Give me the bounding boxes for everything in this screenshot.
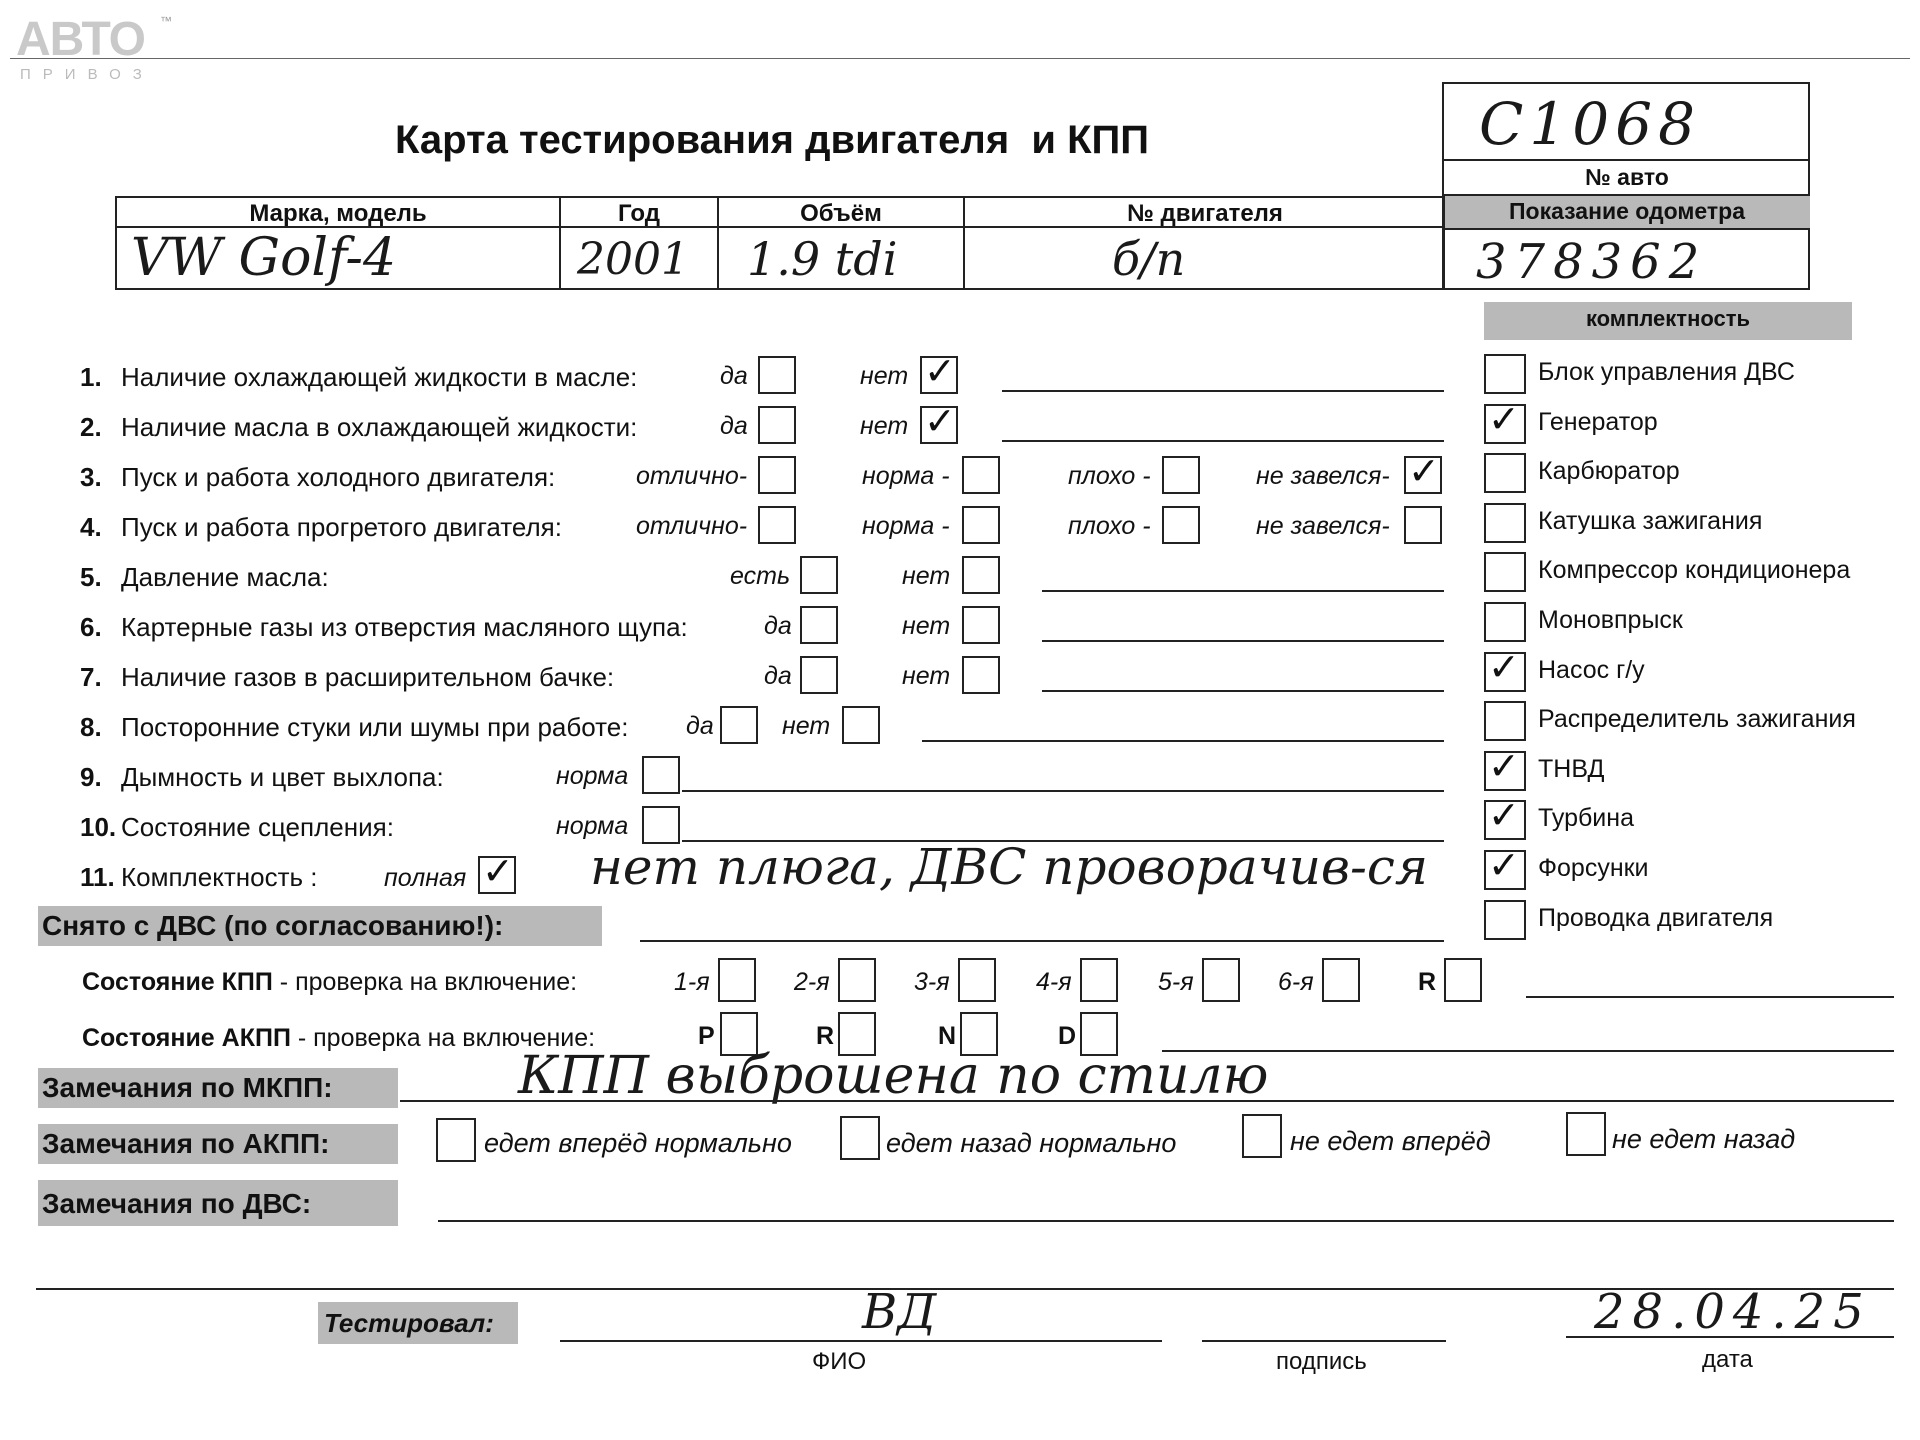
item7-net-label: нет	[902, 662, 951, 690]
equipment-label: Распределитель зажигания	[1538, 705, 1856, 734]
remarks-mkpp-label: Замечания по МКПП:	[42, 1072, 333, 1103]
equipment-label: Турбина	[1538, 804, 1634, 833]
equipment-label: Блок управления ДВС	[1538, 358, 1795, 386]
equipment-label: Катушка зажигания	[1538, 506, 1763, 535]
item3-ploho-label: плохо -	[1068, 462, 1151, 490]
col-header-engine-no: № двигателя	[1127, 200, 1283, 227]
item2-da-label: да	[720, 412, 748, 440]
item-number: 9.	[80, 762, 102, 792]
mkpp-check-rest: - проверка на включение:	[272, 968, 578, 996]
item1-da-checkbox[interactable]	[758, 356, 796, 394]
mkpp-gear-checkbox[interactable]	[1202, 958, 1240, 1002]
fio-line	[560, 1340, 1162, 1342]
item9-norma-label: норма	[556, 762, 629, 790]
item9-norma-checkbox[interactable]	[642, 756, 680, 794]
item2-net-checkbox[interactable]	[920, 399, 958, 444]
akpp-no-backward-checkbox[interactable]	[1566, 1112, 1606, 1156]
mkpp-gear-checkbox[interactable]	[718, 958, 756, 1002]
item7-note-line	[1042, 690, 1444, 692]
item1-da-label: да	[720, 362, 748, 390]
item4-ploho-checkbox[interactable]	[1162, 506, 1200, 544]
item-label: Пуск и работа прогретого двигателя:	[121, 512, 562, 542]
equipment-checkbox[interactable]	[1484, 644, 1526, 692]
akpp-no-forward-checkbox[interactable]	[1242, 1114, 1282, 1158]
col-header-model: Марка, модель	[249, 200, 427, 227]
item5-est-checkbox[interactable]	[800, 556, 838, 594]
value-volume: 1.9 tdi	[747, 232, 898, 286]
equipment-label: Генератор	[1538, 407, 1658, 436]
akpp-gear-label: P	[698, 1022, 715, 1050]
mkpp-gear-label: 5-я	[1158, 968, 1194, 996]
check-mark-icon: ✓	[924, 349, 956, 393]
item9-note-line	[682, 790, 1444, 792]
odometer-value: 378362	[1476, 234, 1708, 290]
item4-ne-zavelsya-label: не завелся-	[1256, 512, 1390, 540]
car-number-box	[1442, 82, 1810, 290]
value-engine-no: б/п	[1112, 232, 1186, 286]
equipment-label: Проводка двигателя	[1538, 903, 1774, 932]
mkpp-gear-label: R	[1418, 968, 1437, 996]
item6-da-label: да	[764, 612, 792, 640]
page-title: Карта тестирования двигателя и КПП	[395, 118, 1150, 162]
equipment-checkbox[interactable]	[1484, 503, 1526, 543]
check-mark-icon: ✓	[1488, 843, 1520, 887]
item-number: 11.	[80, 862, 115, 892]
mkpp-gear-checkbox[interactable]	[1444, 958, 1482, 1002]
value-model: VW Golf-4	[131, 228, 397, 288]
top-rule	[10, 58, 1910, 59]
item6-net-checkbox[interactable]	[962, 606, 1000, 644]
akpp-backward-ok-checkbox[interactable]	[840, 1116, 880, 1160]
mkpp-gear-checkbox[interactable]	[1322, 958, 1360, 1002]
item-number: 1.	[80, 362, 102, 392]
mkpp-gear-label: 6-я	[1278, 968, 1314, 996]
item5-net-checkbox[interactable]	[962, 556, 1000, 594]
check-mark-icon: ✓	[482, 849, 514, 893]
equipment-label: Насос г/у	[1538, 655, 1645, 684]
equipment-label: Форсунки	[1538, 854, 1649, 882]
remarks-akpp-label: Замечания по АКПП:	[42, 1128, 330, 1159]
mkpp-gear-label: 3-я	[914, 968, 950, 996]
equipment-label: Моновпрыск	[1538, 606, 1683, 634]
item6-da-checkbox[interactable]	[800, 606, 838, 644]
equipment-label: ТНВД	[1538, 754, 1605, 783]
value-year: 2001	[577, 234, 689, 285]
mkpp-check-label	[82, 968, 577, 997]
item3-norma-label: норма -	[862, 462, 950, 490]
remarks-dvs-label: Замечания по ДВС:	[42, 1188, 312, 1219]
item-label: Комплектность :	[121, 862, 318, 892]
equipment-label: Карбюратор	[1538, 457, 1680, 486]
item7-da-label: да	[764, 662, 792, 690]
item-label: Наличие газов в расширительном бачке:	[121, 662, 615, 692]
akpp-check-rest: - проверка на включение:	[290, 1024, 596, 1052]
check-mark-icon: ✓	[1488, 644, 1520, 689]
item-label: Пуск и работа холодного двигателя:	[121, 462, 556, 492]
item-number: 5.	[80, 562, 102, 592]
item-number: 7.	[80, 662, 102, 692]
item4-norma-checkbox[interactable]	[962, 506, 1000, 544]
signature-line	[1202, 1340, 1446, 1342]
mkpp-gear-checkbox[interactable]	[1080, 958, 1118, 1002]
mkpp-check-bold: Состояние КПП	[82, 968, 273, 996]
item3-norma-checkbox[interactable]	[962, 456, 1000, 494]
item-label: Давление масла:	[121, 562, 329, 592]
equipment-checkbox[interactable]	[1484, 900, 1526, 940]
item8-da-checkbox[interactable]	[720, 706, 758, 744]
col-header-year: Год	[618, 200, 660, 227]
equipment-heading: комплектность	[1585, 306, 1751, 331]
item-number: 6.	[80, 612, 102, 642]
item6-net-label: нет	[902, 612, 951, 640]
mkpp-gear-label: 2-я	[794, 968, 830, 996]
item10-norma-label: норма	[556, 812, 629, 840]
item4-ploho-label: плохо -	[1068, 512, 1151, 540]
item8-net-label: нет	[782, 712, 831, 740]
item3-otlichno-checkbox[interactable]	[758, 456, 796, 494]
car-number-rule	[1444, 159, 1810, 161]
item11-note: нет плюга, ДВС проворачив-ся	[590, 838, 1429, 896]
item-label: Дымность и цвет выхлопа:	[121, 762, 444, 792]
equipment-label: Компрессор кондиционера	[1538, 556, 1851, 585]
item3-ne-zavelsya-checkbox[interactable]	[1404, 449, 1442, 494]
item-label: Посторонние стуки или шумы при работе:	[121, 712, 629, 742]
item6-note-line	[1042, 640, 1444, 642]
equipment-checkbox[interactable]	[1484, 552, 1526, 592]
equipment-checkbox[interactable]	[1484, 701, 1526, 741]
item4-norma-label: норма -	[862, 512, 950, 540]
item-label: Картерные газы из отверстия масляного щупа:	[121, 612, 688, 642]
item7-da-checkbox[interactable]	[800, 656, 838, 694]
equipment-checkbox[interactable]	[1484, 354, 1526, 394]
item3-ploho-checkbox[interactable]	[1162, 456, 1200, 494]
item3-ne-zavelsya-label: не завелся-	[1256, 462, 1390, 490]
vehicle-table	[115, 196, 1445, 290]
item11-polnaya-checkbox[interactable]	[478, 849, 516, 894]
item-number: 10.	[80, 812, 117, 842]
item5-est-label: есть	[730, 562, 791, 590]
check-mark-icon: ✓	[1488, 793, 1520, 838]
car-number-value: C1068	[1479, 90, 1701, 158]
mkpp-gear-checkbox[interactable]	[958, 958, 996, 1002]
check-mark-icon: ✓	[1488, 743, 1520, 788]
akpp-check-bold: Состояние АКПП	[82, 1024, 291, 1052]
akpp-forward-ok-checkbox[interactable]	[436, 1118, 476, 1162]
check-mark-icon: ✓	[1408, 449, 1440, 493]
item8-net-checkbox[interactable]	[842, 706, 880, 744]
equipment-checkbox[interactable]	[1484, 453, 1526, 493]
tested-label: Тестировал:	[324, 1308, 494, 1338]
removed-line	[640, 940, 1444, 942]
car-number-label: № авто	[1585, 164, 1669, 190]
tested-fio-value: ВД	[862, 1284, 937, 1340]
akpp-forward-ok-label: едет вперёд нормально	[484, 1128, 792, 1158]
watermark-tm: ™	[160, 14, 172, 28]
col-header-volume: Объём	[800, 200, 882, 227]
odometer-label: Показание одометра	[1509, 198, 1745, 224]
akpp-no-forward-label: не едет вперёд	[1290, 1126, 1491, 1156]
remarks-mkpp-value: КПП выброшена по стилю	[518, 1046, 1269, 1106]
date-value: 28.04.25	[1594, 1284, 1872, 1340]
date-line	[1566, 1336, 1894, 1338]
akpp-gear-label: D	[1058, 1022, 1077, 1050]
item3-otlichno-label: отлично-	[636, 462, 748, 490]
equipment-checkbox[interactable]	[1484, 843, 1526, 890]
watermark-brand: АВТО	[16, 13, 145, 66]
check-mark-icon: ✓	[1488, 396, 1520, 441]
item-label: Наличие масла в охлаждающей жидкости:	[121, 412, 638, 442]
item1-net-checkbox[interactable]	[920, 349, 958, 394]
item11-polnaya-label: полная	[384, 864, 467, 892]
item2-note-line	[1002, 440, 1444, 442]
akpp-gear-label: N	[938, 1022, 957, 1050]
watermark-logo	[10, 12, 172, 83]
fio-caption: ФИО	[812, 1348, 867, 1375]
item1-note-line	[1002, 390, 1444, 392]
mkpp-gear-label: 4-я	[1036, 968, 1072, 996]
removed-heading: Снято с ДВС (по согласованию!):	[42, 910, 504, 941]
item4-ne-zavelsya-checkbox[interactable]	[1404, 506, 1442, 544]
item1-net-label: нет	[860, 362, 909, 390]
item4-otlichno-label: отлично-	[636, 512, 748, 540]
akpp-gear-label: R	[816, 1022, 835, 1050]
item5-net-label: нет	[902, 562, 951, 590]
item-number: 4.	[80, 512, 102, 542]
akpp-no-backward-label: не едет назад	[1612, 1124, 1796, 1154]
item2-da-checkbox[interactable]	[758, 406, 796, 444]
watermark-sub: ПРИВОЗ	[20, 66, 154, 83]
item-label: Наличие охлаждающей жидкости в масле:	[121, 362, 638, 392]
equipment-checkbox[interactable]	[1484, 793, 1526, 840]
item-number: 3.	[80, 462, 102, 492]
signature-caption: подпись	[1276, 1348, 1367, 1375]
mkpp-line	[1526, 996, 1894, 998]
item7-net-checkbox[interactable]	[962, 656, 1000, 694]
mkpp-gear-label: 1-я	[674, 968, 710, 996]
item-number: 2.	[80, 412, 102, 442]
date-caption: дата	[1702, 1346, 1753, 1373]
item4-otlichno-checkbox[interactable]	[758, 506, 796, 544]
item-label: Состояние сцепления:	[121, 812, 394, 842]
equipment-checkbox[interactable]	[1484, 602, 1526, 642]
item8-note-line	[922, 740, 1444, 742]
item2-net-label: нет	[860, 412, 909, 440]
equipment-checkbox[interactable]	[1484, 396, 1526, 444]
check-mark-icon: ✓	[924, 399, 956, 443]
item8-da-label: да	[686, 712, 714, 740]
item5-note-line	[1042, 590, 1444, 592]
item-number: 8.	[80, 712, 102, 742]
akpp-backward-ok-label: едет назад нормально	[886, 1128, 1177, 1158]
remarks-mkpp-line	[400, 1100, 1894, 1102]
equipment-checkbox[interactable]	[1484, 743, 1526, 791]
mkpp-gear-checkbox[interactable]	[838, 958, 876, 1002]
akpp-line	[1162, 1050, 1894, 1052]
remarks-dvs-line	[438, 1220, 1894, 1222]
